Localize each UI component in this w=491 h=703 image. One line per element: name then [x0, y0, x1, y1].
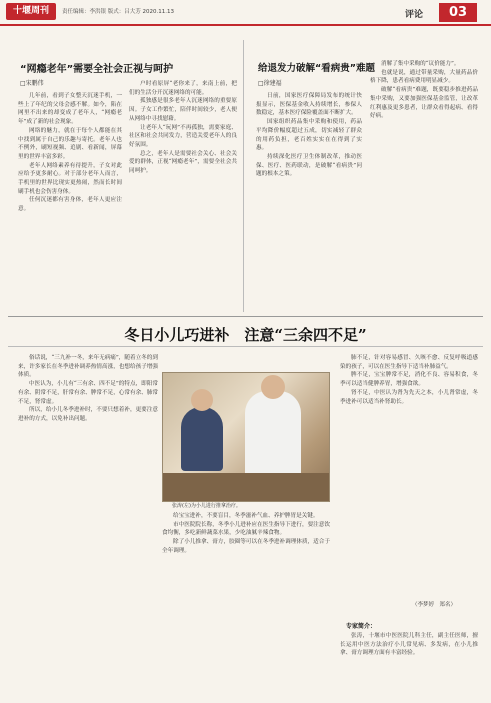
article1-col1: [18, 92, 122, 307]
paragraph: 脾不足，宝宝脾常不足，消化不良、容易积食，冬季可以适当健脾养胃，增强食欲。: [340, 372, 478, 388]
paragraph: 俗话说，“三九补一冬，来年无病痛”，随着立冬的到来，许多家长在冬季进补调养热情高涨，也想给孩子增强体质。: [18, 355, 158, 379]
feature-author: （李梦婷 郑名）: [412, 602, 457, 608]
article2-col2: [370, 60, 478, 308]
article1-col2: [129, 80, 237, 308]
masthead: [0, 0, 491, 26]
photo-caption: 张涛(左)为小儿进行推拿治疗。: [172, 503, 241, 509]
article2-col1: [256, 92, 362, 307]
paragraph: 让老年人“玩网”不再孤独，需要家庭、社区和社会共同发力，营造关爱老年人的良好氛围。: [129, 124, 237, 148]
paragraph: 消解了集中采购的“议价能力”。: [381, 61, 460, 67]
paragraph: 老年人网络素养有待提升，子女对此应给予更多耐心。对于部分老年人而言，手机里的世界比现实更热闹，然而长时间刷手机也会伤害身体。: [18, 162, 122, 195]
doctor-head: [261, 375, 285, 399]
child-figure: [181, 407, 223, 471]
paragraph: 张涛，十堰市中医医院儿科主任，副主任医师，擅长运用中医方法治疗小儿常见病、多发病，在小儿推拿、膏方调理方面有丰富经验。: [340, 633, 478, 657]
feature-col1: [18, 354, 158, 694]
desk: [163, 473, 329, 501]
article1-title: “网瘾老年”需要全社会正视与呵护: [20, 64, 174, 75]
paragraph: 给宝宝进补，不要盲目，冬季滋补气血、养护脾胃是关键。: [173, 513, 319, 519]
article2-byline: □徐建福: [258, 80, 282, 87]
expert-label: 专家简介：: [346, 623, 377, 630]
feature-title: 冬日小儿巧进补 注意“三余四不足”: [124, 326, 367, 344]
paragraph: 户时看原屏“老你来了，来南上前，把们的生活分开沉迷网络的可能。: [129, 81, 237, 96]
paragraph: 孤独感是很多老年人沉迷网络的重要原因。子女工作繁忙，陪伴时间较少，老人便从网络中寻找慰藉。: [129, 98, 237, 122]
section-title: 评论: [405, 10, 424, 20]
paragraph: 总之，老年人是需要社会关心、社会关爱的群体，正视“网瘾老年”，需要全社会共同呵护。: [129, 150, 237, 175]
paragraph: 除了小儿推拿、膏方，胶圈等可以在冬季进补调理体质，适合于全年调理。: [162, 539, 330, 554]
paragraph: 任何沉迷都有害身体，老年人更应注意。: [18, 197, 122, 213]
paragraph: 持续深化医疗卫生体制改革，推动医保、医疗、医药联动，是破解“看病贵”问题的根本之策。: [256, 153, 362, 178]
section-divider: [8, 316, 483, 317]
paragraph: 也就是说，通过带量采购，大量药品价格下降，患者看病费用明显减少。: [370, 69, 478, 85]
expert-bio: [340, 632, 478, 694]
column-separator: [243, 40, 244, 312]
paragraph: 肺不足，针对容易感冒、久咳不愈、反复呼吸道感染的孩子，可以在医生指导下适当补肺益气。: [340, 355, 478, 370]
child-head: [191, 389, 213, 411]
paragraph: 中医认为，小儿有“三有余、四不足”的特点，即阳常有余、阴常不足，肝常有余、脾常不足，心常有余、肺常不足，肾常虚。: [18, 381, 158, 405]
paragraph: 所以，给小儿冬季进补时，不要只想着补，更要注意进补的方式，以免补出问题。: [18, 407, 158, 422]
editor-meta: 责任编辑：李洪银 版式：吕大芳 2020.11.13: [62, 9, 174, 15]
feature-rule: [8, 346, 483, 347]
doctor-figure: [245, 391, 301, 483]
feature-col2: [162, 512, 330, 692]
feature-col3: [340, 354, 478, 598]
paragraph: 国家组织药品集中采购和使用，药品平均降价幅度超过五成，切实减轻了群众的用药负担，老百姓实实在在得到了实惠。: [256, 119, 362, 152]
paragraph: 破解“看病贵”难题，既要稳步推进药品集中采购，又要加强医保基金监管，让改革红利惠及更多患者，让群众看得起病、看得好病。: [370, 87, 478, 120]
paragraph: 日前，国家医疗保障局发布的统计快报显示，医保基金收入持续增长，参保人数稳定，基本医疗保险覆盖面不断扩大。: [256, 93, 362, 117]
paragraph: 网络的魅力，就在于每个人都能在其中找到属于自己的乐趣与寄托。老年人也不例外，刷短视频、追剧、看新闻，屏幕里的世界丰富多彩。: [18, 127, 122, 160]
article2-title: 给退发力破解“看病贵”难题: [258, 63, 375, 74]
brand-logo: 十堰周刊: [6, 3, 56, 20]
article1-byline: □宋鹏伟: [20, 80, 44, 87]
header-rule: [0, 24, 491, 26]
paragraph: 市中医院院长称，冬季小儿进补应在医生指导下进行，要注意饮食均衡，多吃新鲜蔬菜水果，少吃油腻辛辣食物。: [162, 521, 330, 537]
page-number: 03: [439, 3, 477, 22]
paragraph: 几年前，看到子女整天沉迷手机，一些上了年纪的父母会感不解。如今，陷在网里不出来的却变成了老年人，“网瘾老年”成了新的社会现象。: [18, 93, 122, 126]
clinic-photo: [162, 372, 330, 502]
paragraph: 肾不足，中医认为肾为先天之本，小儿肾常虚，冬季进补可以适当补肾助长。: [340, 389, 478, 405]
